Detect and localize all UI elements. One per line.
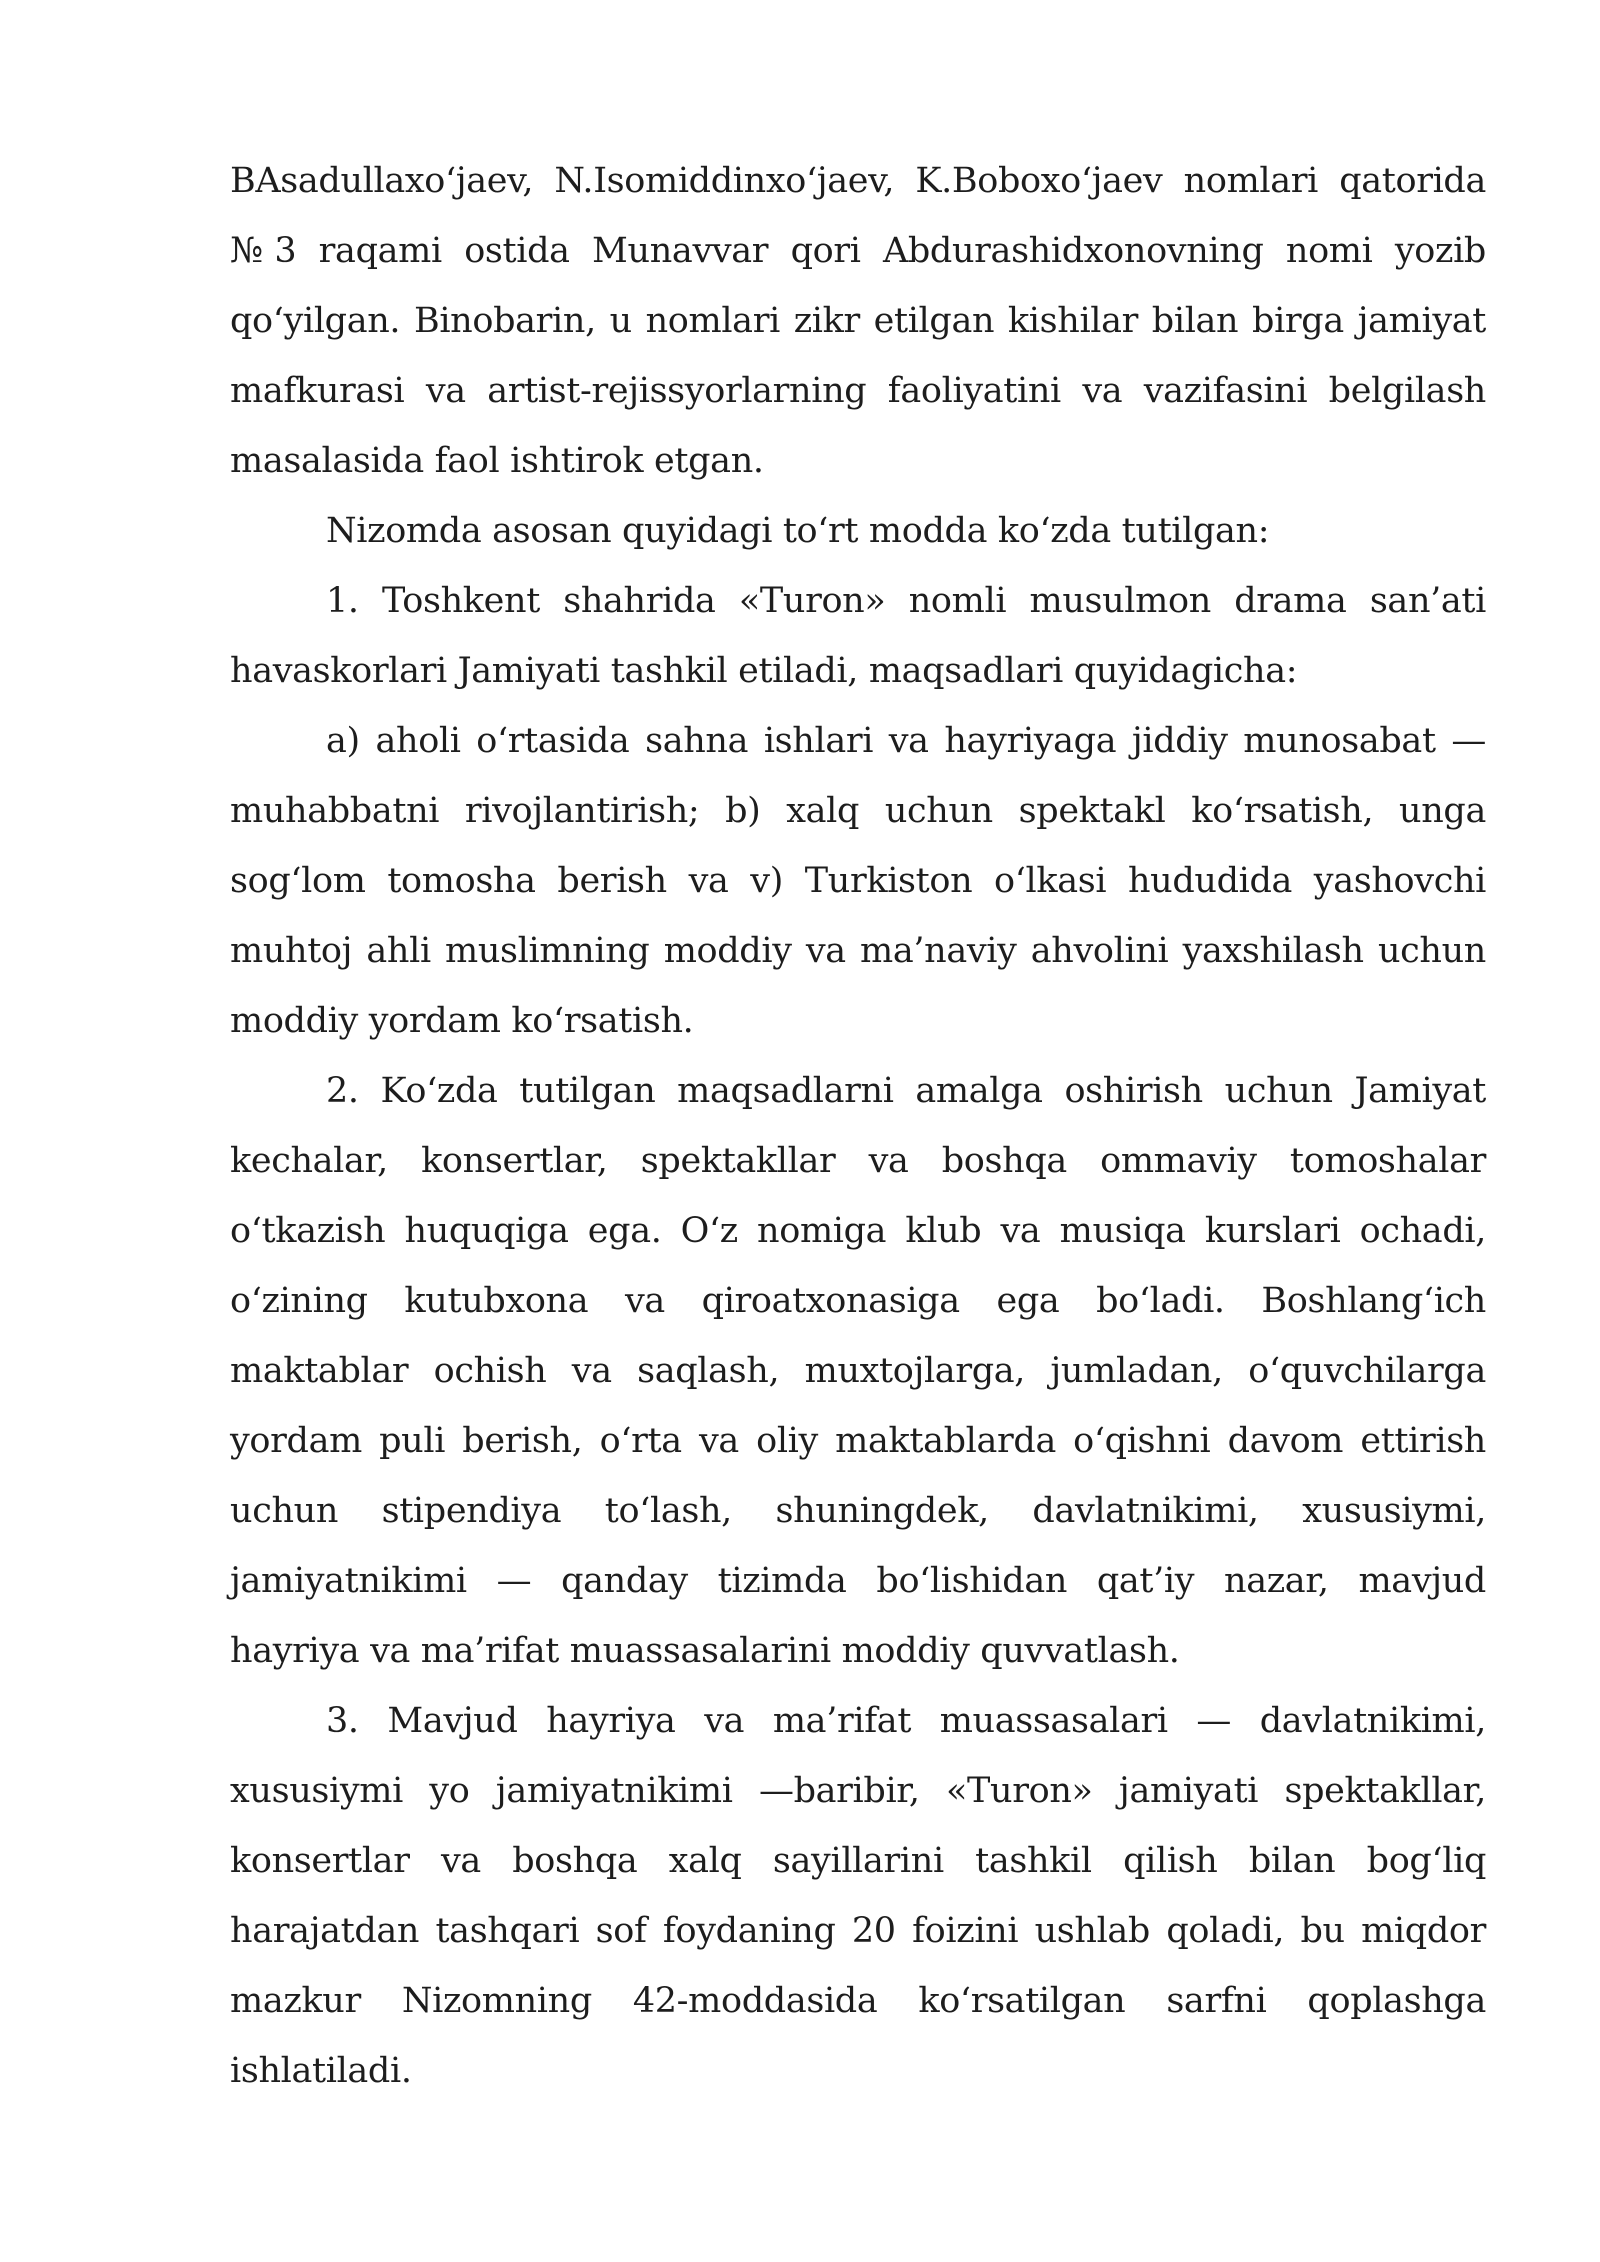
paragraph-article-3: 3. Mavjud hayriya va ma’rifat muassasalari — davlatnikimi, xususiymi yo jamiyatnikimi —baribir, «Turon» jamiyati spektakllar, konsertlar va boshqa xalq sayillarini tashkil qilish bilan bog‘liq harajatdan tashqari sof foydaning 20 foizini ushlab qoladi, bu miqdor mazkur Nizomning 42-moddasida ko‘rsatilgan sarfni qoplashga ishlatiladi. <box>230 1701 1486 2091</box>
paragraph-article-2: 2. Ko‘zda tutilgan maqsadlarni amalga oshirish uchun Jamiyat kechalar, konsertlar, spektakllar va boshqa ommaviy tomoshalar o‘tkazish huquqiga ega. O‘z nomiga klub va musiqa kurslari ochadi, o‘zining kutubxona va qiroatxonasiga ega bo‘ladi. Boshlang‘ich maktablar ochish va saqlash, muxtojlarga, jumladan, o‘quvchilarga yordam puli berish, o‘rta va oliy maktablarda o‘qishni davom ettirish uchun stipendiya to‘lash, shuningdek, davlatnikimi, xususiymi, jamiyatnikimi — qanday tizimda bo‘lishidan qat’iy nazar, mavjud hayriya va ma’rifat muassasalarini moddiy quvvatlash. <box>230 1071 1486 1671</box>
paragraph-article-1-goals: a) aholi o‘rtasida sahna ishlari va hayriyaga jiddiy munosabat — muhabbatni rivojlantirish; b) xalq uchun spektakl ko‘rsatish, unga sog‘lom tomosha berish va v) Turkiston o‘lkasi hududida yashovchi muhtoj ahli muslimning moddiy va ma’naviy ahvolini yaxshilash uchun moddiy yordam ko‘rsatish. <box>230 721 1486 1041</box>
paragraph-intro: Nizomda asosan quyidagi to‘rt modda ko‘zda tutilgan: <box>326 511 1270 551</box>
paragraph-article-1: 1. Toshkent shahrida «Turon» nomli musulmon drama san’ati havaskorlari Jamiyati tashkil etiladi, maqsadlari quyidagicha: <box>230 581 1486 691</box>
paragraph-continuation: BAsadullaxo‘jaev, N.Isomiddinxo‘jaev, K.Boboxo‘jaev nomlari qatorida №3 raqami ostida Munavvar qori Abdurashidxonovning nomi yozib qo‘yilgan. Binobarin, u nomlari zikr etilgan kishilar bilan birga jamiyat mafkurasi va artist-rejissyorlarning faoliyatini va vazifasini belgilash masalasida faol ishtirok etgan. <box>230 161 1486 481</box>
document-body <box>230 146 1486 2106</box>
